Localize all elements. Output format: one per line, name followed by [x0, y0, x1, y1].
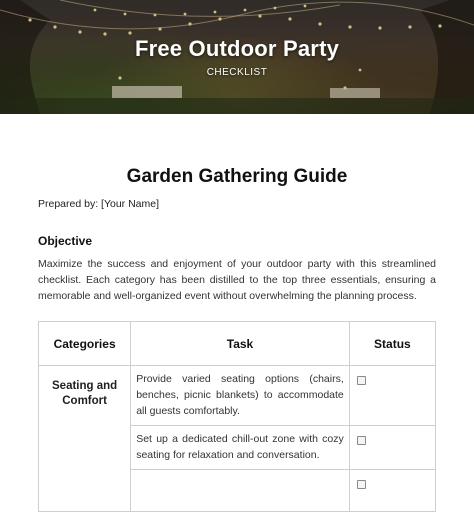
status-cell	[349, 366, 435, 426]
status-cell	[349, 426, 435, 470]
objective-text: Maximize the success and enjoyment of your outdoor party with this streamlined checklist. Each category has been distilled to the top three essentials, ensuring a memorable and well-organized event without overwhelming the planning process.	[38, 258, 436, 302]
status-checkbox[interactable]	[357, 376, 366, 385]
header-banner	[0, 0, 474, 114]
document-title: Garden Gathering Guide	[126, 166, 348, 187]
checklist-table	[38, 321, 436, 512]
header-task: Task	[131, 322, 350, 366]
banner-title: Free Outdoor Party	[134, 36, 340, 61]
table-header-row	[39, 322, 436, 366]
header-categories: Categories	[39, 322, 131, 366]
task-cell	[131, 470, 350, 512]
task-cell: Set up a dedicated chill-out zone with cozy seating for relaxation and conversation.	[131, 426, 350, 470]
status-checkbox[interactable]	[357, 480, 366, 489]
objective-heading: Objective	[38, 234, 93, 248]
header-status: Status	[349, 322, 435, 366]
status-checkbox[interactable]	[357, 436, 366, 445]
status-cell	[349, 470, 435, 512]
table-row	[39, 366, 436, 426]
task-cell: Provide varied seating options (chairs, benches, picnic blankets) to accommodate all guests comfortably.	[131, 366, 350, 426]
banner-subtitle: CHECKLIST	[206, 67, 268, 78]
category-cell: Seating and Comfort	[39, 366, 131, 512]
prepared-by: Prepared by: [Your Name]	[38, 198, 160, 210]
